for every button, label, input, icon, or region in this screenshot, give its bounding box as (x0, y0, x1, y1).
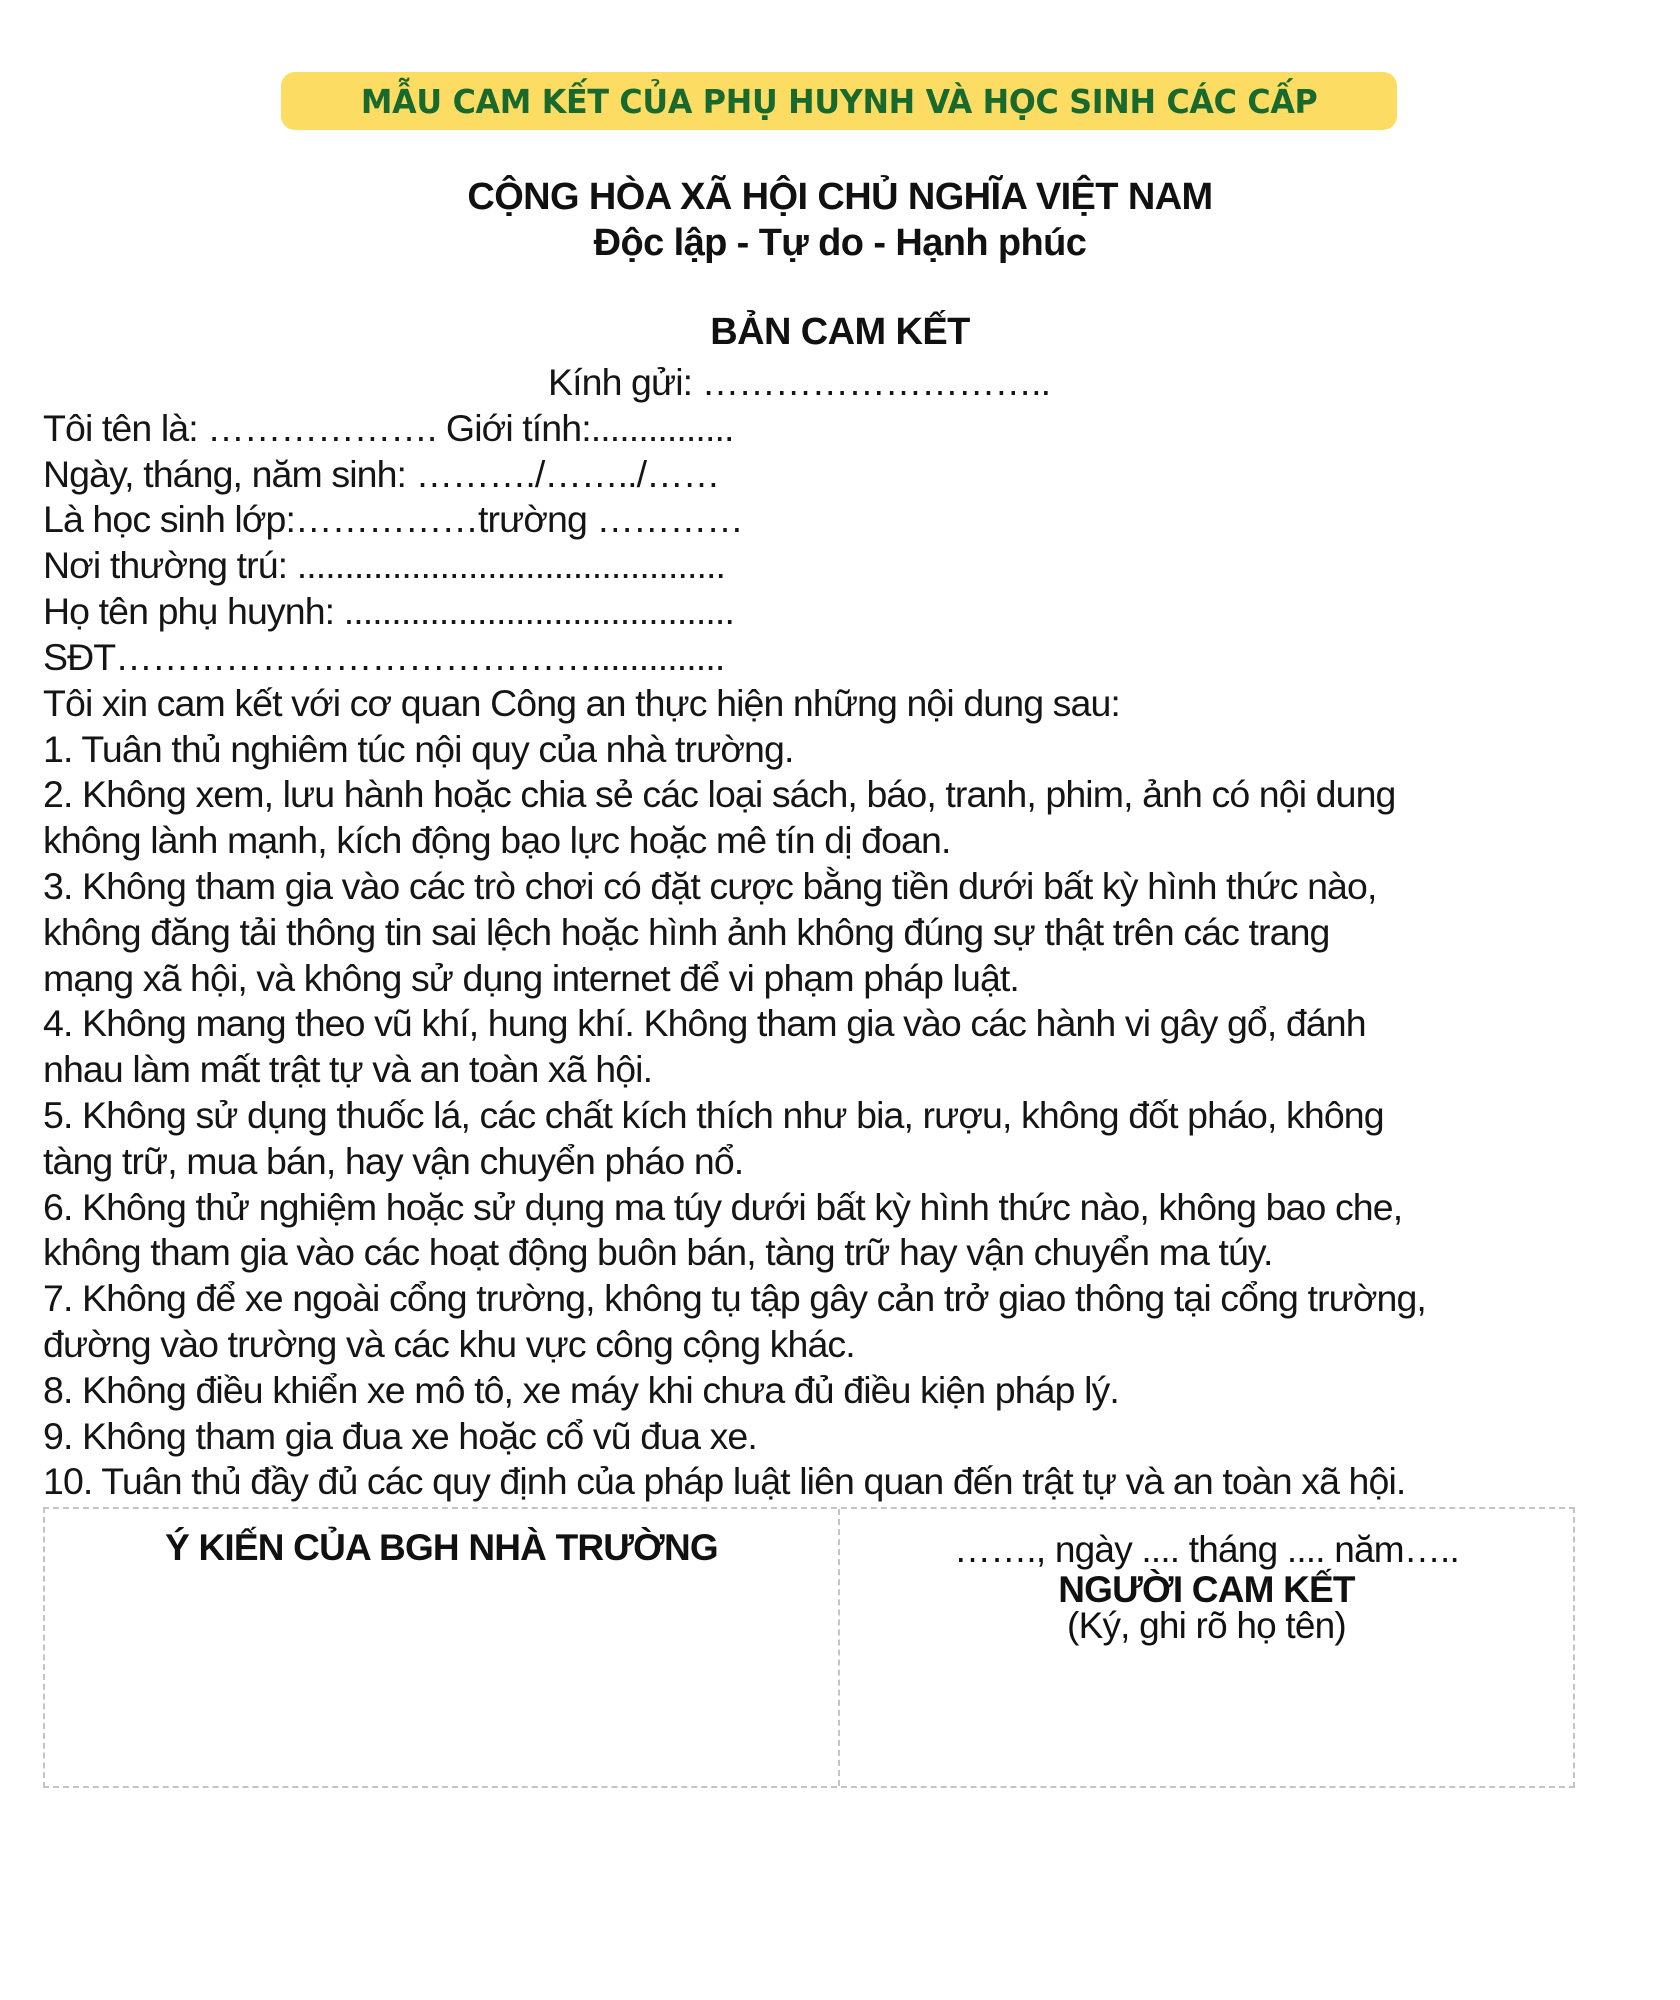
phone-field[interactable]: SĐT………………………………….............. (43, 636, 725, 678)
commitment-item-4: 4. Không mang theo vũ khí, hung khí. Không tham gia vào các hành vi gây gổ, đánh (43, 1002, 1366, 1044)
commitment-item-3: 3. Không tham gia vào các trò chơi có đặt cược bằng tiền dưới bất kỳ hình thức nào, (43, 865, 1377, 907)
commitment-item-2: 2. Không xem, lưu hành hoặc chia sẻ các loại sách, báo, tranh, phim, ảnh có nội dung (43, 773, 1396, 815)
commitment-item-4-cont: nhau làm mất trật tự và an toàn xã hội. (43, 1048, 653, 1090)
banner-title: MẪU CAM KẾT CỦA PHỤ HUYNH VÀ HỌC SINH CÁC CẤP (360, 81, 1318, 121)
class-school-field[interactable]: Là học sinh lớp:……………trường ………… (43, 498, 743, 540)
commitment-item-5: 5. Không sử dụng thuốc lá, các chất kích thích như bia, rượu, không đốt pháo, không (43, 1094, 1384, 1136)
commitment-intro: Tôi xin cam kết với cơ quan Công an thực hiện những nội dung sau: (43, 682, 1120, 724)
recipient-field[interactable]: Kính gửi: ……………………….. (548, 361, 1051, 403)
residence-field[interactable]: Nơi thường trú: ............................................. (43, 544, 726, 586)
parent-name-field[interactable]: Họ tên phụ huynh: ......................................... (43, 590, 734, 632)
student-name-gender-field[interactable]: Tôi tên là: ………………. Giới tính:............... (43, 407, 734, 449)
nation-motto: Độc lập - Tự do - Hạnh phúc (593, 222, 1087, 264)
commitment-item-1: 1. Tuân thủ nghiêm túc nội quy của nhà trường. (43, 728, 794, 770)
signature-table (43, 1507, 1575, 1788)
commitment-item-7-cont: đường vào trường và các khu vực công cộng khác. (43, 1323, 855, 1365)
birth-date-field[interactable]: Ngày, tháng, năm sinh: ………./……../…… (43, 453, 720, 495)
signer-heading: NGƯỜI CAM KẾT (1058, 1569, 1355, 1610)
school-opinion-cell[interactable] (45, 1509, 840, 1786)
nation-heading: CỘNG HÒA XÃ HỘI CHỦ NGHĨA VIỆT NAM (467, 176, 1213, 218)
commitment-item-2-cont: không lành mạnh, kích động bạo lực hoặc mê tín dị đoan. (43, 819, 951, 861)
commitment-item-6: 6. Không thử nghiệm hoặc sử dụng ma túy dưới bất kỳ hình thức nào, không bao che, (43, 1186, 1403, 1228)
school-opinion-heading: Ý KIẾN CỦA BGH NHÀ TRƯỜNG (165, 1527, 718, 1568)
commitment-item-8: 8. Không điều khiển xe mô tô, xe máy khi chưa đủ điều kiện pháp lý. (43, 1369, 1119, 1411)
commitment-item-5-cont: tàng trữ, mua bán, hay vận chuyển pháo nổ. (43, 1140, 744, 1182)
document-title: BẢN CAM KẾT (710, 311, 970, 353)
commitment-item-3-cont2: mạng xã hội, và không sử dụng internet để vi phạm pháp luật. (43, 957, 1019, 999)
title-banner (281, 72, 1397, 130)
commitment-item-6-cont: không tham gia vào các hoạt động buôn bán, tàng trữ hay vận chuyển ma túy. (43, 1231, 1273, 1273)
commitment-item-9: 9. Không tham gia đua xe hoặc cổ vũ đua xe. (43, 1415, 757, 1457)
commitment-item-3-cont: không đăng tải thông tin sai lệch hoặc hình ảnh không đúng sự thật trên các trang (43, 911, 1330, 953)
signature-date-line[interactable]: ……., ngày .... tháng .... năm….. (954, 1529, 1459, 1570)
signer-note: (Ký, ghi rõ họ tên) (1067, 1605, 1346, 1646)
signer-cell[interactable] (840, 1509, 1573, 1786)
commitment-item-7: 7. Không để xe ngoài cổng trường, không tụ tập gây cản trở giao thông tại cổng trường, (43, 1277, 1426, 1319)
commitment-item-10: 10. Tuân thủ đầy đủ các quy định của pháp luật liên quan đến trật tự và an toàn xã hội. (43, 1460, 1406, 1502)
